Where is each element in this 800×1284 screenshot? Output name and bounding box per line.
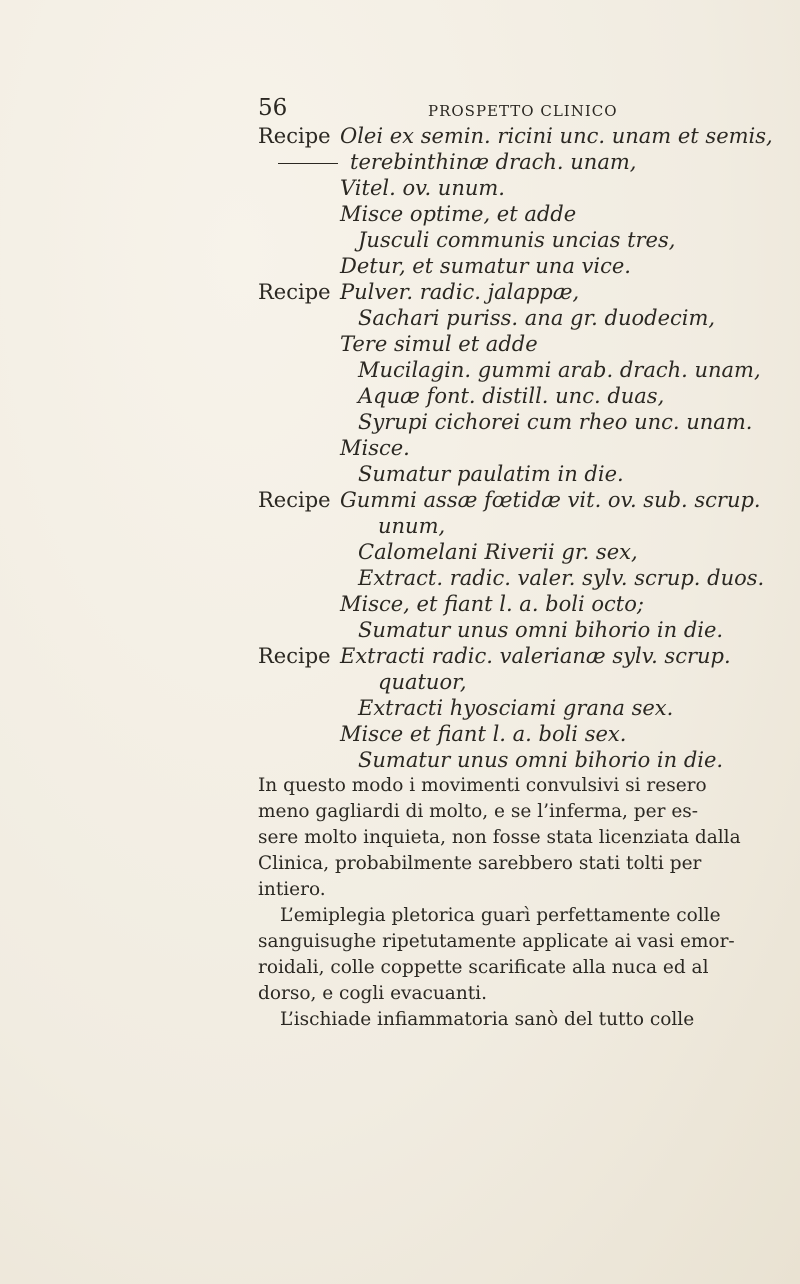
recipe-label: Recipe: [258, 644, 331, 668]
recipe-label: Recipe: [258, 280, 331, 304]
rx-line: Tere simul et adde: [340, 332, 538, 356]
rx-line: Sachari puriss. ana gr. duodecim,: [358, 306, 716, 330]
rx-line: Calomelani Riverii gr. sex,: [358, 540, 638, 564]
body-line: sere molto inquieta, non fosse stata licenziata dalla: [258, 827, 741, 848]
rx-line: Mucilagin. gummi arab. drach. unam,: [358, 358, 761, 382]
body-line: In questo modo i movimenti convulsivi si resero: [258, 775, 707, 796]
body-line: L’emiplegia pletorica guarì perfettamente colle: [280, 905, 721, 926]
rx-line: Sumatur paulatim in die.: [358, 462, 624, 486]
body-line: meno gagliardi di molto, e se l’inferma, per es-: [258, 801, 699, 822]
rx-line: Jusculi communis uncias tres,: [358, 228, 676, 252]
rx-line: Misce optime, et adde: [340, 202, 577, 226]
page-header: [258, 95, 718, 123]
rx-line: unum,: [378, 514, 446, 538]
rx-line: Aquæ font. distill. unc. duas,: [358, 384, 665, 408]
body-line: Clinica, probabilmente sarebbero stati tolti per: [258, 853, 702, 874]
body-line: intiero.: [258, 879, 326, 900]
page-content: [258, 123, 778, 1033]
running-title: PROSPETTO CLINICO: [428, 102, 618, 120]
rx-line: Syrupi cichorei cum rheo unc. unam.: [358, 410, 753, 434]
rx-line: Vitel. ov. unum.: [340, 176, 505, 200]
rx-line: Sumatur unus omni bihorio in die.: [358, 618, 724, 642]
rx-line: quatuor,: [378, 670, 467, 694]
rx-line: Recipe Extracti radic. valerianæ sylv. scrup.: [258, 644, 731, 668]
rx-line: Misce et fiant l. a. boli sex.: [340, 722, 627, 746]
body-line: dorso, e cogli evacuanti.: [258, 983, 487, 1004]
recipe-label: Recipe: [258, 124, 331, 148]
recipe-label: Recipe: [258, 488, 331, 512]
body-line: roidali, colle coppette scarificate alla nuca ed al: [258, 957, 709, 978]
rx-line: Misce, et fiant l. a. boli octo;: [340, 592, 644, 616]
page-number: 56: [258, 95, 288, 121]
rx-line: Extract. radic. valer. sylv. scrup. duos.: [358, 566, 765, 590]
rx-line: Sumatur unus omni bihorio in die.: [358, 748, 724, 772]
rx-line: Extracti hyosciami grana sex.: [358, 696, 674, 720]
rx-line: Recipe Pulver. radic. jalappæ,: [258, 280, 580, 304]
rx-line: Detur, et sumatur una vice.: [340, 254, 631, 278]
rx-line: Recipe Gummi assæ fœtidæ vit. ov. sub. scrup.: [258, 488, 761, 512]
body-line: sanguisughe ripetutamente applicate ai vasi emor-: [258, 931, 735, 952]
rx-line: terebinthinæ drach. unam,: [258, 149, 778, 175]
rx-line: Misce.: [340, 436, 410, 460]
rx-line: Recipe Olei ex semin. ricini unc. unam et semis,: [258, 124, 773, 148]
body-line: L’ischiade infiammatoria sanò del tutto colle: [280, 1009, 695, 1030]
ditto-dash: [278, 163, 338, 164]
